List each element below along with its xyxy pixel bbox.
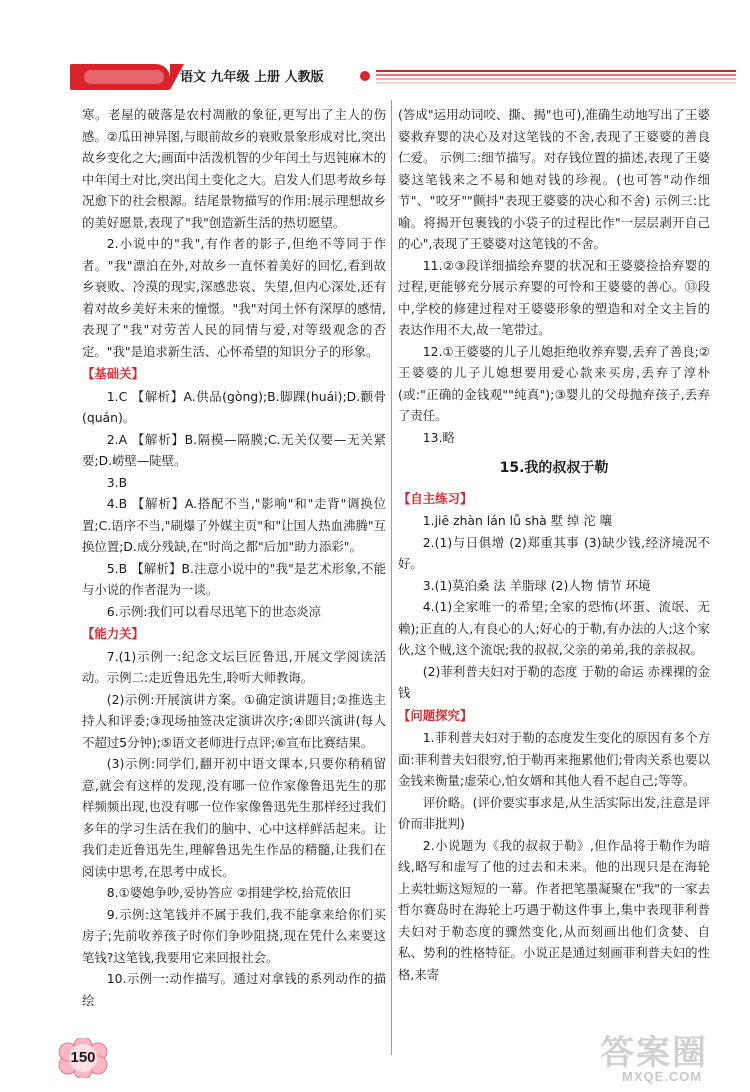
answer-item: 2.小说题为《我的叔叔于勒》,但作品将于勒作为暗线,略写和虚写了他的过去和未来。他的出现只是在海轮上卖牡蛎这短短的一幕。作者把笔墨凝聚在"我"的一家去哲尔赛岛时在海轮上巧遇于勒这件事上,集中表现菲利普夫妇对于勒态度的骤然变化,从而刻画出他们贪婪、自私、势利的性格特征。小说正是通过刻画菲利普夫妇的性格,来寄 [398,837,710,982]
answer-item: (3)示例:同学们,翻开初中语文课本,只要你稍稍留意,就会有这样的发现,没有哪一位作家像鲁迅先生的那样频频出现,也没有哪一位作家像鲁迅先生那样经过我们多年的学习生活在我们的脑中、心中这样鲜活起来。让我们走近鲁迅先生,理解鲁迅先生作品的精髓,让我们在阅读中思考,在思考中成长。 [82,756,386,879]
header-badge [84,70,164,84]
answer-item: 评价略。(评价要实事求是,从生活实际出发,注意是评价而非批判) [398,794,710,831]
answer-item: (2)示例:开展演讲方案。①确定演讲题目;②推选主持人和评委;③现场抽签决定演讲次序;④即兴演讲(每人不超过5分钟);⑤语文老师进行点评;⑥宣布比赛结果。 [82,691,386,750]
section-heading-self-practice: 【自主练习】 [398,490,473,506]
watermark-url: MXQE.COM [622,1069,703,1084]
header-dot [360,71,370,81]
answer-item: 1.菲利普夫妇对于勒的态度发生变化的原因有多个方面:菲利普夫妇很穷,怕于勒再来拖累他们;骨肉关系也要以金钱来衡量;虚荣心,怕女婿和其他人看不起自己;等等。 [398,730,710,788]
answer-item: (2)菲利普夫妇对于勒的态度 于勒的命运 赤裸裸的金钱 [398,663,710,700]
answer-item: 7.(1)示例一:纪念文坛巨匠鲁迅,开展文学阅读活动。示例二:走近鲁迅先生,聆听大师教诲。 [82,648,386,685]
answer-item: 6.示例:我们可以看尽迅笔下的世态炎凉 [106,603,322,619]
column-divider [391,100,392,1055]
section-heading-basic: 【基础关】 [82,366,144,381]
article-title: 15.我的叔叔于勒 [499,460,609,476]
header-rule [376,70,736,84]
answer-item: 2.A 【解析】B.隔模—隔膜;C.无关仅要—无关紧要;D.崂壁—陡壁。 [82,431,386,468]
section-heading-ability: 【能力关】 [82,626,144,641]
right-column [398,104,710,985]
answer-item: 4.(1)全家唯一的希望;全家的恐怖(坏蛋、流氓、无赖);正直的人,有良心的人;好心的于勒,有办法的人;这个家伙,这个贼,这个流氓;我的叔叔,父亲的弟弟,我的亲叔叔。 [398,599,710,657]
page-number-badge [56,1038,110,1078]
answer-item: 11.②③段详细描绘弃婴的状况和王婆婆捡拾弃婴的过程,更能够充分展示弃婴的可怜和王婆婆的善心。⑬段中,学校的修建过程对王婆婆形象的塑造和对全文主旨的表达作用不大,故一笔带过。 [398,257,710,337]
header-title: 语文 九年级 上册 人教版 [180,70,324,85]
answer-item: 3.B [106,474,128,490]
answer-item: 12.①王婆婆的儿子儿媳拒绝收养弃婴,丢弃了善良;②王婆婆的儿子儿媳想要用爱心款来买房,丢弃了淳朴(或:"正确的金钱观""纯真");③婴儿的父母抛弃孩子,丢弃了责任。 [398,343,710,423]
watermark [600,1025,740,1085]
answer-item: 8.①婆媳争吵,妥协答应 ②捐建学校,拾荒依旧 [106,885,351,900]
answer-item: 1.C 【解析】A.供品(gòng);B.脚踝(huái);D.颧骨(quán)。 [82,388,386,425]
answer-item: 10.示例一:动作描写。通过对拿钱的系列动作的描绘 [82,971,386,1008]
section-heading-inquiry: 【问题探究】 [398,707,473,723]
answer-item: 3.(1)莫泊桑 法 羊脂球 (2)人物 情节 环境 [422,577,651,593]
paragraph: 2.小说中的"我",有作者的影子,但绝不等同于作者。"我"漂泊在外,对故乡一直怀着美好的回忆,看到故乡衰败、冷漠的现实,深感悲哀、失望,但内心深处,还有着对故乡美好未来的憧憬。"我"对闰土怀有深厚的感情,表现了"我"对劳苦人民的同情与爱,对等级观念的否定。"我"是追求新生活、心怀希望的知识分子的形象。 [82,236,386,359]
paragraph: 寒。老屋的破落是农村凋敝的象征,更写出了主人的伤感。②瓜田神异图,与眼前故乡的衰败景象形成对比,突出故乡变化之大;画面中活泼机智的少年闰土与迟钝麻木的中年闰土对比,突出闰土变化之大。启发人们思考故乡每况愈下的社会根源。结尾景物描写的作用:展示理想故乡的美好愿景,表现了"我"创造新生活的热切愿望。 [82,107,386,230]
answer-item: 9.示例:这笔钱并不属于我们,我不能拿来给你们买房子;先前收养孩子时你们争吵阻挠,现在凭什么来要这笔钱?这笔钱,我要用它来回报社会。 [82,906,386,965]
paragraph: (答成"运用动词咬、撕、揭"也可),准确生动地写出了王婆婆救弃婴的决心及对这笔钱的不舍,表现了王婆婆的善良仁爱。 示例二:细节描写。对存钱位置的描述,表现了王婆婆这笔钱来之不易和她对钱的珍视。(也可答"动作细节"、"咬牙""颤抖"表现王婆婆的决心和不舍) 示例三:比喻。将揭开包裹钱的小袋子的过程比作"一层层剥开自己的心",表现了王婆婆对这笔钱的不舍。 [398,107,710,251]
watermark-logo: 答案圈 [600,1033,708,1073]
page-header [0,58,750,94]
page-number: 150 [70,1049,96,1066]
answer-item: 5.B 【解析】B.注意小说中的"我"是艺术形象,不能与小说的作者混为一谈。 [82,560,386,597]
answer-item: 1.jiē zhàn lán lǚ shà 墅 绰 沱 嚷 [422,513,613,528]
answer-item: 2.(1)与日俱增 (2)郑重其事 (3)缺少钱,经济境况不好。 [398,534,710,571]
answer-item: 4.B 【解析】A.搭配不当,"影响"和"走背"调换位置;C.语序不当,"刷爆了外媒主页"和"让国人热血沸腾"互换位置;D.成分残缺,在"时尚之都"后加"助力添彩"。 [82,496,386,554]
answer-item: 13.略 [422,429,455,445]
left-column [82,104,386,1011]
